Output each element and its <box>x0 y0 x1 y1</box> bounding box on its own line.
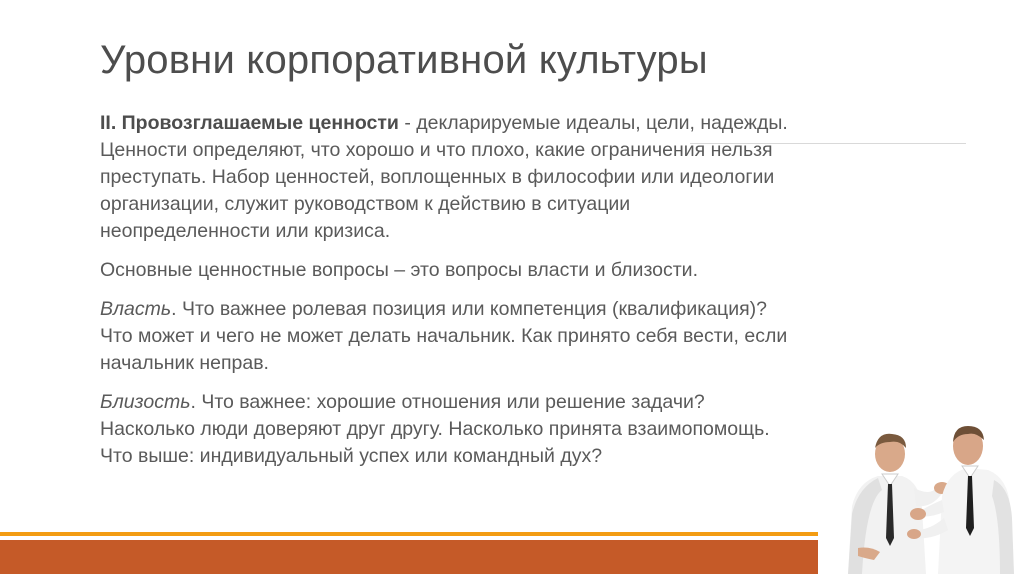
para1-line1-text: - декларируемые идеалы, цели, надежды. <box>398 112 788 134</box>
businessmen-photo <box>818 418 1024 574</box>
para1-line2: Ценности определяют, что хорошо и что плохо, какие ограничения нельзя <box>100 139 773 161</box>
two-businessmen-arguing-icon <box>818 418 1024 574</box>
paragraph-core-questions <box>100 257 950 284</box>
para3-line1-text: . Что важнее ролевая позиция или компетенция (квалификация)? <box>171 298 768 320</box>
para4-line1-text: . Что важнее: хорошие отношения или решение задачи? <box>190 391 705 413</box>
para4-line1 <box>100 389 950 416</box>
para4-line3: Что выше: индивидуальный успех или командный дух? <box>100 445 603 467</box>
para1-line1 <box>100 110 950 137</box>
slide-title: Уровни корпоративной культуры <box>100 38 708 82</box>
para2-line1: Основные ценностные вопросы – это вопросы власти и близости. <box>100 259 698 281</box>
para1-line5: неопределенности или кризиса. <box>100 220 391 242</box>
para3-line3: начальник неправ. <box>100 352 269 374</box>
term-power: Власть <box>100 298 172 320</box>
para3-line1 <box>100 296 950 323</box>
para4-line2: Насколько люди доверяют друг другу. Насколько принята взаимопомощь. <box>100 418 770 440</box>
para1-line4: организации, служит руководством к действию в ситуации <box>100 193 631 215</box>
term-closeness: Близость <box>100 391 191 413</box>
para3-line2: Что может и чего не может делать начальник. Как принято себя вести, если <box>100 325 788 347</box>
section-heading: II. Провозглашаемые ценности <box>100 112 399 134</box>
paragraph-power <box>100 296 950 377</box>
paragraph-espoused-values <box>100 110 950 245</box>
para1-line3: преступать. Набор ценностей, воплощенных в философии или идеологии <box>100 166 775 188</box>
